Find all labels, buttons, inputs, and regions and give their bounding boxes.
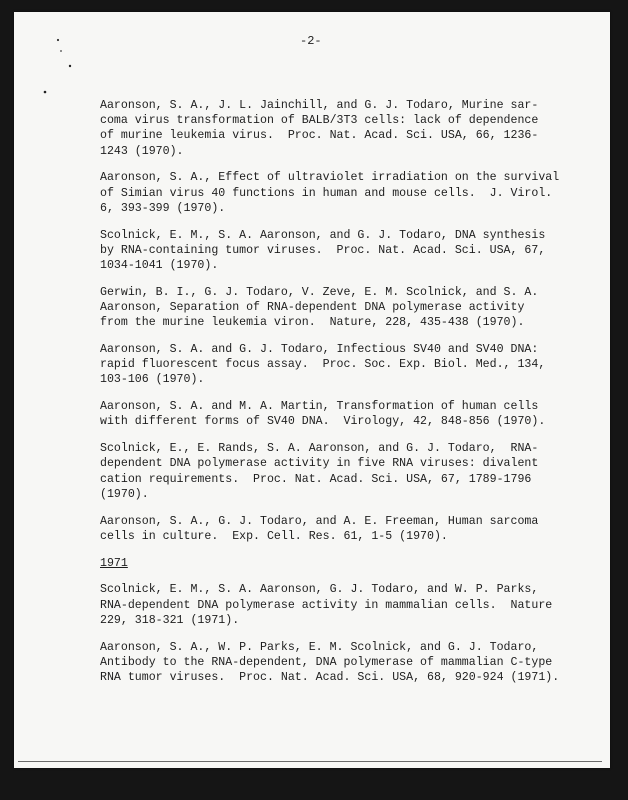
reference-line: Aaronson, S. A., G. J. Todaro, and A. E. Freeman, Human sarcoma <box>100 514 539 528</box>
reference-entry <box>100 514 575 544</box>
reference-entry <box>100 399 575 429</box>
reference-line: cells in culture. Exp. Cell. Res. 61, 1-5 (1970). <box>100 529 448 543</box>
reference-line: of murine leukemia virus. Proc. Nat. Acad. Sci. USA, 66, 1236- <box>100 129 539 143</box>
reference-line: RNA tumor viruses. Proc. Nat. Acad. Sci. USA, 68, 920-924 (1971). <box>100 671 560 685</box>
reference-entry <box>100 285 575 331</box>
reference-line: 1243 (1970). <box>100 144 184 158</box>
document-page <box>14 12 610 768</box>
reference-line: (1970). <box>100 487 149 501</box>
reference-line: Aaronson, S. A. and M. A. Martin, Transformation of human cells <box>100 400 539 414</box>
reference-line: cation requirements. Proc. Nat. Acad. Sci. USA, 67, 1789-1796 <box>100 472 532 486</box>
reference-line: rapid fluorescent focus assay. Proc. Soc. Exp. Biol. Med., 134, <box>100 358 546 372</box>
reference-line: Antibody to the RNA-dependent, DNA polymerase of mammalian C-type <box>100 655 553 669</box>
reference-line: Aaronson, Separation of RNA-dependent DNA polymerase activity <box>100 301 525 315</box>
reference-line: RNA-dependent DNA polymerase activity in mammalian cells. Nature <box>100 598 553 612</box>
reference-line: Gerwin, B. I., G. J. Todaro, V. Zeve, E. M. Scolnick, and S. A. <box>100 285 539 299</box>
reference-entry <box>100 640 575 686</box>
speck <box>57 39 59 41</box>
reference-entry <box>100 98 575 159</box>
reference-line: Scolnick, E., E. Rands, S. A. Aaronson, and G. J. Todaro, RNA- <box>100 442 539 456</box>
reference-line: Aaronson, S. A., Effect of ultraviolet irradiation on the survival <box>100 171 560 185</box>
year-heading: 1971 <box>100 556 128 570</box>
speck <box>60 50 62 52</box>
reference-line: of Simian virus 40 functions in human and mouse cells. J. Virol. <box>100 186 553 200</box>
speck <box>69 65 71 67</box>
reference-list <box>100 98 575 697</box>
reference-line: 6, 393-399 (1970). <box>100 201 226 215</box>
reference-line: coma virus transformation of BALB/3T3 cells: lack of dependence <box>100 114 539 128</box>
speck <box>44 91 47 94</box>
reference-line: Aaronson, S. A., W. P. Parks, E. M. Scolnick, and G. J. Todaro, <box>100 640 539 654</box>
reference-entry <box>100 441 575 502</box>
reference-line: Aaronson, S. A. and G. J. Todaro, Infectious SV40 and SV40 DNA: <box>100 343 539 357</box>
reference-line: dependent DNA polymerase activity in five RNA viruses: divalent <box>100 457 539 471</box>
page-number: -2- <box>300 34 322 48</box>
reference-line: Aaronson, S. A., J. L. Jainchill, and G. J. Todaro, Murine sar- <box>100 99 539 112</box>
reference-entry <box>100 228 575 274</box>
reference-entry <box>100 582 575 628</box>
reference-line: 1034-1041 (1970). <box>100 259 219 273</box>
page-edge-rule <box>18 761 602 762</box>
reference-line: Scolnick, E. M., S. A. Aaronson, and G. J. Todaro, DNA synthesis <box>100 228 546 242</box>
reference-entry <box>100 170 575 216</box>
reference-entry <box>100 342 575 388</box>
reference-line: 103-106 (1970). <box>100 373 205 387</box>
reference-line: 229, 318-321 (1971). <box>100 613 240 627</box>
reference-line: by RNA-containing tumor viruses. Proc. Nat. Acad. Sci. USA, 67, <box>100 243 546 257</box>
reference-line: Scolnick, E. M., S. A. Aaronson, G. J. Todaro, and W. P. Parks, <box>100 583 539 597</box>
reference-line: with different forms of SV40 DNA. Virology, 42, 848-856 (1970). <box>100 415 546 429</box>
reference-line: from the murine leukemia viron. Nature, 228, 435-438 (1970). <box>100 316 525 330</box>
